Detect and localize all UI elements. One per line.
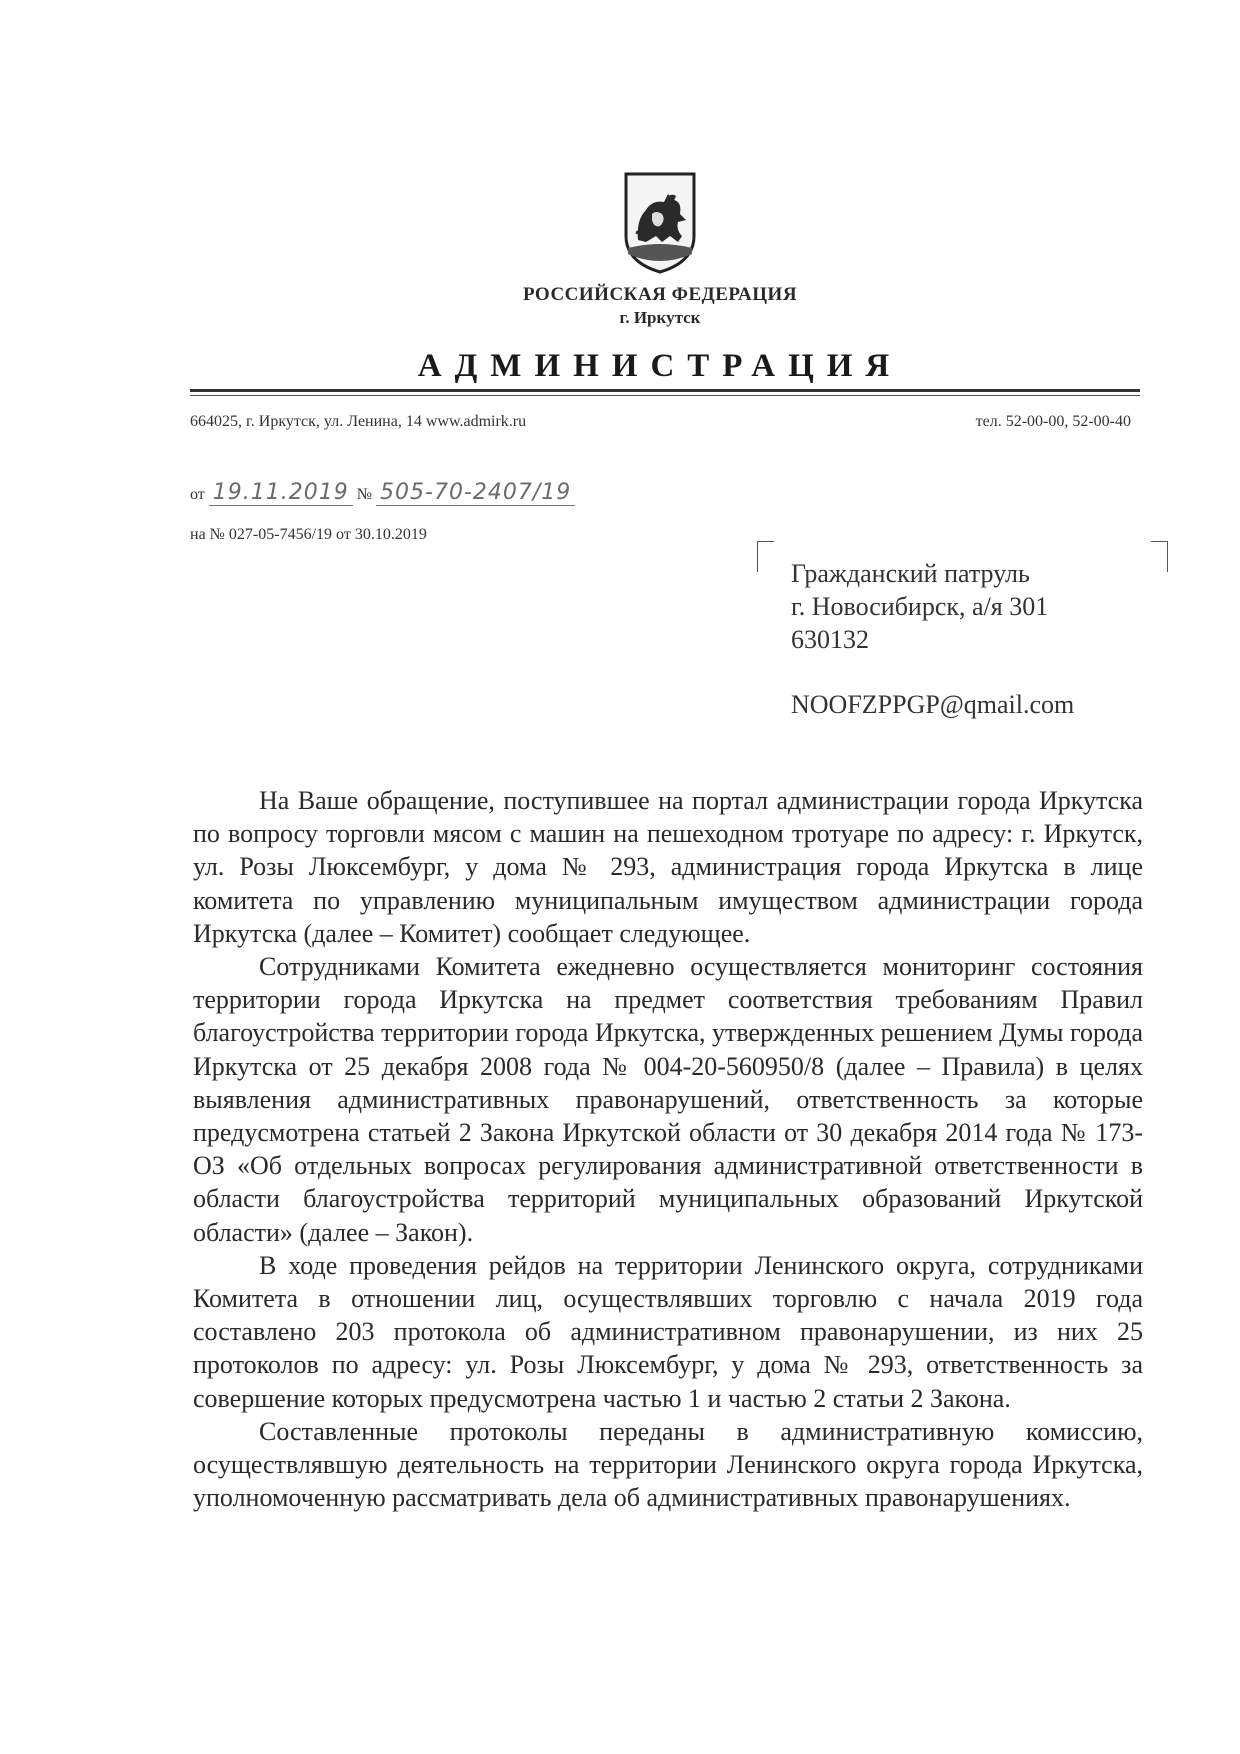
handwritten-date: 19.11.2019 [209,480,353,506]
header-city: г. Иркутск [619,308,701,327]
letter-body [193,784,1143,1514]
body-paragraph: Составленные протоколы переданы в административную комиссию, осуществлявшую деятельность на территории Ленинского округа города Иркутска, уполномоченную рассматривать дела об административных правонарушениях. [193,1416,1143,1513]
irkutsk-coat-of-arms-icon [622,170,698,276]
header-org-name: АДМИНИСТРАЦИЯ [417,348,903,384]
recipient-postcode: 630132 [791,625,869,654]
header-divider-thin [190,395,1140,396]
from-label: от [190,486,205,503]
header-country: РОССИЙСКАЯ ФЕДЕРАЦИЯ [522,284,798,305]
header-address: 664025, г. Иркутск, ул. Ленина, 14 www.admirk.ru [190,413,527,430]
reply-reference: на № 027-05-7456/19 от 30.10.2019 [190,526,427,543]
body-paragraph: Сотрудниками Комитета ежедневно осуществляется мониторинг состояния территории города Иркутска на предмет соответствия требованиям Правил благоустройства территории города Иркутска, утвержденных решением Думы города Иркутска от 25 декабря 2008 года № 004-20-560950/8 (далее – Правила) в целях выявления административных правонарушений, ответственность за которые предусмотрена статьей 2 Закона Иркутской области от 30 декабря 2014 года № 173-ОЗ «Об отдельных вопросах регулирования административной ответственности в области благоустройства территорий муниципальных образований Иркутской области» (далее – Закон). [193,952,1143,1247]
body-paragraph: На Ваше обращение, поступившее на портал администрации города Иркутска по вопросу торговли мясом с машин на пешеходном тротуаре по адресу: г. Иркутск, ул. Розы Люксембург, у дома № 293, администрация города Иркутска в лице комитета по управлению муниципальным имуществом администрации города Иркутска (далее – Комитет) сообщает следующее. [193,786,1143,948]
header-phones: тел. 52-00-00, 52-00-40 [975,413,1131,430]
recipient-email: NOOFZPPGP@qmail.com [791,690,1075,719]
recipient-bracket-left [757,541,774,572]
outgoing-reference [190,480,575,505]
header-divider-thick [190,389,1140,392]
recipient-bracket-right [1151,541,1168,572]
handwritten-number: 505-70-2407/19 [376,480,575,506]
body-paragraph: В ходе проведения рейдов на территории Ленинского округа, сотрудниками Комитета в отношении лиц, осуществлявших торговлю с начала 2019 года составлено 203 протокола об административном правонарушении, из них 25 протоколов по адресу: ул. Розы Люксембург, у дома № 293, ответственность за совершение которых предусмотрена частью 1 и частью 2 статьи 2 Закона. [193,1250,1143,1413]
number-label: № [356,486,373,503]
recipient-name: Гражданский патруль [791,559,1030,588]
recipient-address: г. Новосибирск, а/я 301 [791,592,1049,621]
